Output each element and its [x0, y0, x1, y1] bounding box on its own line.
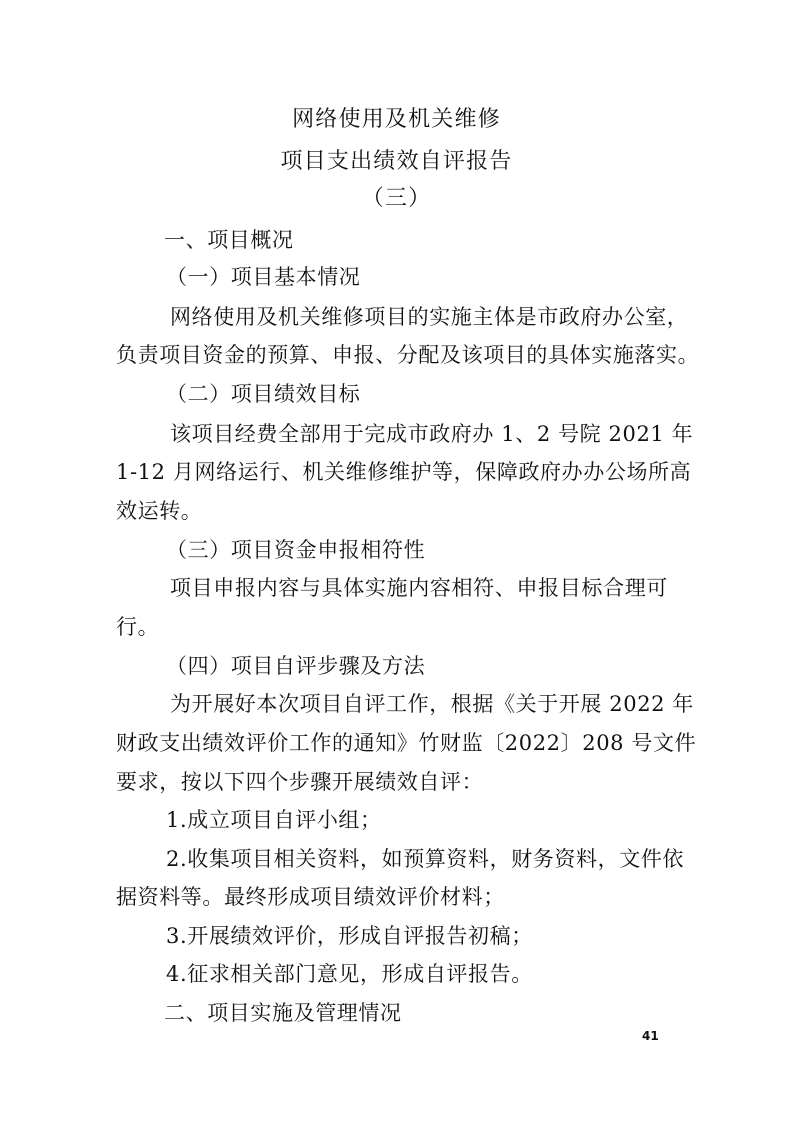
- report-title-line-2: 项目支出绩效自评报告: [280, 149, 513, 174]
- section-heading-2: 二、项目实施及管理情况: [164, 1001, 402, 1025]
- page-number: 41: [642, 1029, 659, 1043]
- subsection-heading-4: （四）项目自评步骤及方法: [166, 654, 426, 678]
- step-item-2-continued: 据资料等。最终形成项目绩效评价材料；: [116, 885, 505, 909]
- subsection-heading-3: （三）项目资金申报相符性: [166, 538, 426, 562]
- paragraph-line: 财政支出绩效评价工作的通知》竹财监〔2022〕208 号文件: [116, 731, 697, 755]
- paragraph-line: 效运转。: [116, 499, 203, 523]
- subsection-heading-2: （二）项目绩效目标: [166, 382, 361, 406]
- step-item-1: 1.成立项目自评小组；: [166, 808, 382, 832]
- paragraph-line: 该项目经费全部用于完成市政府办 1、2 号院 2021 年: [170, 422, 694, 446]
- step-item-3: 3.开展绩效评价，形成自评报告初稿；: [166, 924, 533, 948]
- paragraph-line: 网络使用及机关维修项目的实施主体是市政府办公室，: [170, 305, 689, 329]
- subsection-heading-1: （一）项目基本情况: [166, 265, 361, 289]
- paragraph-line: 要求，按以下四个步骤开展绩效自评：: [116, 770, 484, 794]
- paragraph-line: 为开展好本次项目自评工作，根据《关于开展 2022 年: [170, 692, 694, 716]
- paragraph-line: 1-12 月网络运行、机关维修维护等，保障政府办办公场所高: [116, 460, 692, 484]
- paragraph-line: 项目申报内容与具体实施内容相符、申报目标合理可: [170, 576, 668, 600]
- report-title-line-1: 网络使用及机关维修: [292, 107, 501, 132]
- paragraph-line: 负责项目资金的预算、申报、分配及该项目的具体实施落实。: [116, 343, 700, 367]
- report-title-line-3: （三）: [361, 186, 432, 211]
- step-item-2: 2.收集项目相关资料，如预算资料，财务资料，文件依: [166, 847, 685, 871]
- paragraph-line: 行。: [116, 615, 160, 639]
- section-heading-1: 一、项目概况: [164, 228, 294, 252]
- step-item-4: 4.征求相关部门意见，形成自评报告。: [166, 962, 533, 986]
